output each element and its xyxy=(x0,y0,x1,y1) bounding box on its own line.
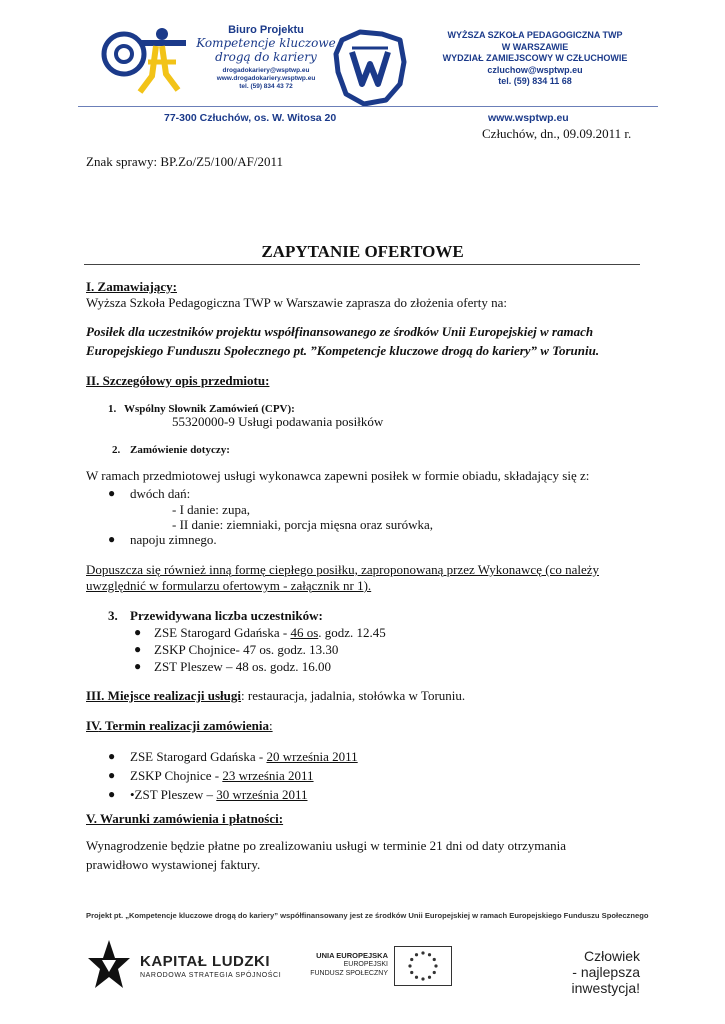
section-5-heading: V. Warunki zamówienia i płatności: xyxy=(86,811,284,826)
eu-flag-icon xyxy=(394,946,452,986)
eu-fund-text xyxy=(300,951,388,978)
date-zskp xyxy=(130,768,314,784)
item-3-number: 3. xyxy=(108,608,118,623)
section-4-numeral: IV xyxy=(86,718,99,733)
slogan-line-2: - najlepsza inwestycja! xyxy=(571,964,640,996)
participants-zse xyxy=(154,625,386,641)
wsp-twp-map-logo xyxy=(330,26,410,108)
kapital-ludzki-subtitle: NARODOWA STRATEGIA SPÓJNOŚCI xyxy=(140,972,282,979)
section-4-title: . Termin realizacji zamówienia xyxy=(98,718,269,733)
eu-star xyxy=(410,958,413,961)
biuro-script-1: Kompetencje kluczowe xyxy=(196,36,336,50)
bullet-icon: ● xyxy=(108,749,116,763)
item-1-cpv-value: 55320000-9 Usługi podawania posiłków xyxy=(172,414,384,429)
biuro-title: Biuro Projektu xyxy=(228,24,304,36)
address: 77-300 Człuchów, os. W. Witosa 20 xyxy=(164,112,337,124)
bullet-icon: ● xyxy=(108,486,116,500)
alternative-note-line-1: Dopuszcza się również inną formę ciepłego posiłku, zaproponowaną przez Wykonawcę (co należy xyxy=(86,562,599,577)
biuro-script-2: drogą do kariery xyxy=(215,50,317,64)
eu-line-1: UNIA EUROPEJSKA xyxy=(316,951,388,960)
project-office-block xyxy=(196,24,336,91)
section-2-heading: II. Szczegółowy opis przedmiotu: xyxy=(86,373,270,388)
bullet-icon: ● xyxy=(134,642,142,656)
eu-star xyxy=(428,976,431,979)
eu-star xyxy=(415,976,418,979)
slogan xyxy=(500,948,640,996)
section-4-colon: : xyxy=(268,718,273,733)
participants-zskp: ZSKP Chojnice- 47 os. godz. 13.30 xyxy=(154,642,339,657)
biuro-www: www.drogadokariery.wsptwp.eu xyxy=(216,75,316,82)
eu-star xyxy=(428,953,431,956)
section-1-subject-line-2: Europejskiego Funduszu Społecznego pt. ”Kompetencje kluczowe drogą do kariery” w Toruniu. xyxy=(86,343,600,358)
item-2-label: Zamówienie dotyczy: xyxy=(130,444,230,456)
eu-star xyxy=(415,953,418,956)
section-4-heading xyxy=(86,718,273,734)
school-email: czluchow@wsptwp.eu xyxy=(487,64,583,75)
section-3 xyxy=(86,688,465,704)
meal-item-drink: napoju zimnego. xyxy=(130,532,217,547)
school-line-1: WYŻSZA SZKOŁA PEDAGOGICZNA TWP xyxy=(447,30,623,40)
case-number: Znak sprawy: BP.Zo/Z5/100/AF/2011 xyxy=(86,154,284,169)
school-block xyxy=(415,30,655,88)
school-line-3: WYDZIAŁ ZAMIEJSCOWY W CZŁUCHOWIE xyxy=(442,53,628,63)
eu-star xyxy=(408,964,411,967)
participants-zst: ZST Pleszew – 48 os. godz. 16.00 xyxy=(154,659,332,674)
meal-course-1: - I danie: zupa, xyxy=(172,502,250,517)
section-1-subject-line-1: Posiłek dla uczestników projektu współfinansowanego ze środków Unii Europejskiej w ramach xyxy=(86,324,594,339)
bullet-icon: ● xyxy=(108,768,116,782)
website: www.wsptwp.eu xyxy=(488,112,569,124)
date-zskp-date: 23 września 2011 xyxy=(222,768,314,783)
payment-terms-line-1: Wynagrodzenie będzie płatne po zrealizowaniu usługi w terminie 21 dni od daty otrzymania xyxy=(86,838,567,853)
item-1-number: 1. xyxy=(108,403,117,415)
item-3-label: Przewidywana liczba uczestników: xyxy=(130,608,323,623)
slogan-line-1: Człowiek xyxy=(583,948,640,964)
payment-terms-line-2: prawidłowo wystawionej faktury. xyxy=(86,857,261,872)
title-divider xyxy=(84,264,640,265)
bullet-icon: ● xyxy=(134,625,142,639)
bullet-icon: ● xyxy=(108,532,116,546)
section-3-text: : restauracja, jadalnia, stołówka w Toruniu. xyxy=(241,688,466,703)
eu-star xyxy=(433,958,436,961)
place-date: Człuchów, dn., 09.09.2011 r. xyxy=(482,126,632,141)
date-zst-date: 30 września 2011 xyxy=(216,787,308,802)
bullet-icon: ● xyxy=(108,787,116,801)
kapital-ludzki-star-logo xyxy=(86,938,132,990)
kapital-ludzki-title: KAPITAŁ LUDZKI xyxy=(140,953,271,970)
service-description: W ramach przedmiotowej usługi wykonawca zapewni posiłek w formie obiadu, składający się z: xyxy=(86,468,590,483)
at-sign-figure-logo xyxy=(96,26,192,96)
date-zse-school: ZSE Starogard Gdańska - xyxy=(130,749,267,764)
school-line-2: W WARSZAWIE xyxy=(501,41,569,52)
item-1-label: Wspólny Słownik Zamówień (CPV): xyxy=(124,403,295,415)
meal-course-2: - II danie: ziemniaki, porcja mięsna oraz surówka, xyxy=(172,517,433,532)
kapital-ludzki-text xyxy=(140,953,281,979)
section-1-text: Wyższa Szkoła Pedagogiczna TWP w Warszawie zaprasza do złożenia oferty na: xyxy=(86,295,507,310)
date-zse xyxy=(130,749,358,765)
eu-star xyxy=(433,971,436,974)
item-2-number: 2. xyxy=(112,444,121,456)
participants-zse-count: 46 os xyxy=(290,625,319,640)
biuro-email: drogadokariery@wsptwp.eu xyxy=(222,67,310,74)
eu-line-3: FUNDUSZ SPOŁECZNY xyxy=(310,970,388,977)
school-tel: tel. (59) 834 11 68 xyxy=(498,76,572,86)
header-divider xyxy=(78,106,658,107)
section-1-heading: I. Zamawiający: xyxy=(86,279,177,294)
eu-star xyxy=(421,977,424,980)
participants-zse-school: ZSE Starogard Gdańska - xyxy=(154,625,291,640)
eu-star xyxy=(421,951,424,954)
bullet-icon: ● xyxy=(134,659,142,673)
document-title: ZAPYTANIE OFERTOWE xyxy=(261,242,464,261)
date-zse-date: 20 września 2011 xyxy=(266,749,358,764)
section-3-heading: III. Miejsce realizacji usługi xyxy=(86,688,242,703)
eu-star xyxy=(410,971,413,974)
date-zst xyxy=(130,787,308,803)
meal-item-courses: dwóch dań: xyxy=(130,486,191,501)
project-funding-line: Projekt pt. „Kompetencje kluczowe drogą do kariery” współfinansowany jest ze środków Unii Europejskiej w ramach Europejskiego Funduszu Społecznego xyxy=(86,911,649,920)
eu-star xyxy=(434,964,437,967)
date-zskp-school: ZSKP Chojnice - xyxy=(130,768,223,783)
participants-zse-time: . godz. 12.45 xyxy=(318,625,386,640)
date-zst-school: •ZST Pleszew – xyxy=(130,787,217,802)
eu-line-2: EUROPEJSKI xyxy=(343,961,388,968)
biuro-tel: tel. (59) 834 43 72 xyxy=(239,83,293,90)
alternative-note-line-2: uwzględnić w formularzu ofertowym - załącznik nr 1). xyxy=(86,578,372,593)
letterhead xyxy=(0,0,725,130)
